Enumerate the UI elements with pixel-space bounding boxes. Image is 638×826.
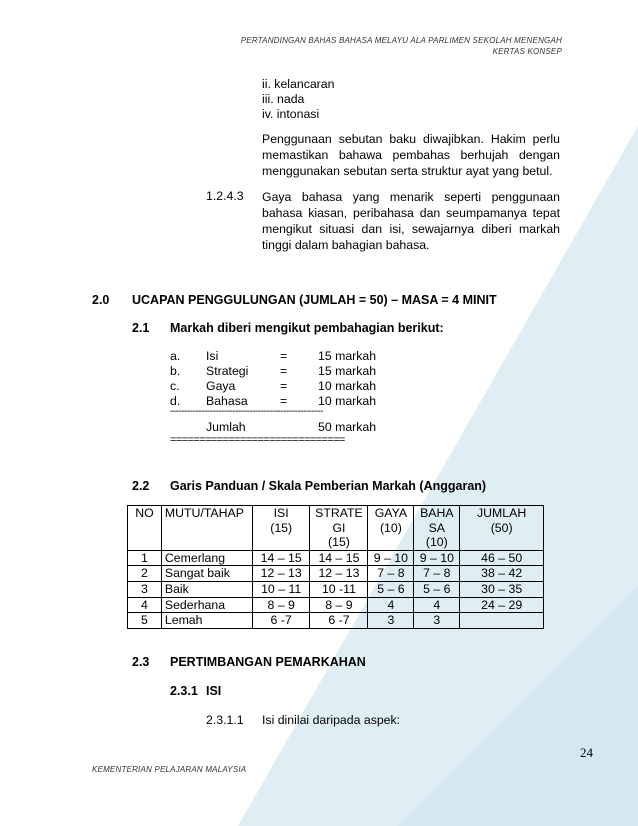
header-no: NO bbox=[128, 506, 162, 551]
total-label: Jumlah bbox=[206, 420, 246, 434]
section-title-22: Garis Panduan / Skala Pemberian Markah (Anggaran) bbox=[170, 479, 487, 493]
table-row: 3 Baik 10 – 11 10 -11 5 – 6 5 – 6 30 – 35 bbox=[128, 581, 544, 597]
paragraph-sebutan: Penggunaan sebutan baku diwajibkan. Hakim perlu memastikan bahawa pembahas berhujah dengan menggunakan sebutan serta struktur ayat yang betul. bbox=[262, 132, 560, 178]
section-title-21: Markah diberi mengikut pembahagian berikut: bbox=[170, 321, 444, 335]
section-number-21: 2.1 bbox=[132, 321, 150, 335]
mark-label: Bahasa bbox=[206, 394, 248, 408]
mark-label: Strategi bbox=[206, 364, 249, 378]
mark-equals: = bbox=[280, 379, 288, 393]
mark-equals: = bbox=[280, 349, 288, 363]
list-item: iv. intonasi bbox=[262, 107, 320, 121]
section-number-22: 2.2 bbox=[132, 479, 150, 493]
header-gaya: GAYA (10) bbox=[368, 506, 414, 551]
mark-letter: a. bbox=[170, 349, 181, 363]
footer-text: KEMENTERIAN PELAJARAN MALAYSIA bbox=[92, 765, 247, 774]
dash-separator: ------------------------------------------------------ bbox=[170, 406, 323, 417]
mark-value: 15 markah bbox=[318, 349, 377, 363]
mark-equals: = bbox=[280, 394, 288, 408]
mark-equals: = bbox=[280, 364, 288, 378]
section-text-1243: Gaya bahasa yang menarik seperti penggunaan bahasa kiasan, peribahasa dan seumpamanya tepat mengikut situasi dan isi, sewajarnya diberi markah tinggi dalam bahagian bahasa. bbox=[262, 190, 560, 252]
table-row: 4 Sederhana 8 – 9 8 – 9 4 4 24 – 29 bbox=[128, 597, 544, 613]
header-jumlah: JUMLAH (50) bbox=[460, 506, 544, 551]
marking-scale-table bbox=[127, 505, 544, 629]
section-number-20: 2.0 bbox=[92, 293, 110, 307]
section-title-20: UCAPAN PENGGULUNGAN (JUMLAH = 50) – MASA = 4 MINIT bbox=[132, 293, 497, 307]
mark-value: 15 markah bbox=[318, 364, 377, 378]
mark-label: Isi bbox=[206, 349, 219, 363]
equals-separator: ============================== bbox=[170, 434, 345, 446]
table-row: 5 Lemah 6 -7 6 -7 3 3 bbox=[128, 613, 544, 629]
page-number: 24 bbox=[580, 745, 593, 760]
total-value: 50 markah bbox=[318, 420, 377, 434]
table-row: 2 Sangat baik 12 – 13 12 – 13 7 – 8 7 – 8 38 – 42 bbox=[128, 566, 544, 582]
section-title-231: ISI bbox=[206, 684, 222, 698]
table-header-row bbox=[128, 506, 544, 551]
mark-value: 10 markah bbox=[318, 394, 377, 408]
section-text-2311: Isi dinilai daripada aspek: bbox=[262, 713, 401, 727]
mark-letter: d. bbox=[170, 394, 181, 408]
header-strategi: STRATE GI (15) bbox=[310, 506, 368, 551]
section-number-231: 2.3.1 bbox=[170, 684, 198, 698]
header-title: PERTANDINGAN BAHAS BAHASA MELAYU ALA PARLIMEN SEKOLAH MENENGAH bbox=[240, 36, 562, 45]
mark-value: 10 markah bbox=[318, 379, 377, 393]
mark-letter: b. bbox=[170, 364, 181, 378]
list-item: iii. nada bbox=[262, 92, 305, 106]
header-bahasa: BAHA SA (10) bbox=[414, 506, 460, 551]
list-item: ii. kelancaran bbox=[262, 77, 335, 91]
header-mutu: MUTU/TAHAP bbox=[161, 506, 252, 551]
header-subtitle: KERTAS KONSEP bbox=[492, 47, 562, 56]
header-isi: ISI (15) bbox=[252, 506, 310, 551]
section-number-2311: 2.3.1.1 bbox=[206, 713, 244, 727]
section-number-23: 2.3 bbox=[132, 655, 150, 669]
mark-letter: c. bbox=[170, 379, 180, 393]
section-title-23: PERTIMBANGAN PEMARKAHAN bbox=[170, 655, 366, 669]
section-number-1243: 1.2.4.3 bbox=[206, 189, 244, 203]
mark-label: Gaya bbox=[206, 379, 236, 393]
table-row: 1 Cemerlang 14 – 15 14 – 15 9 – 10 9 – 10 46 – 50 bbox=[128, 550, 544, 566]
